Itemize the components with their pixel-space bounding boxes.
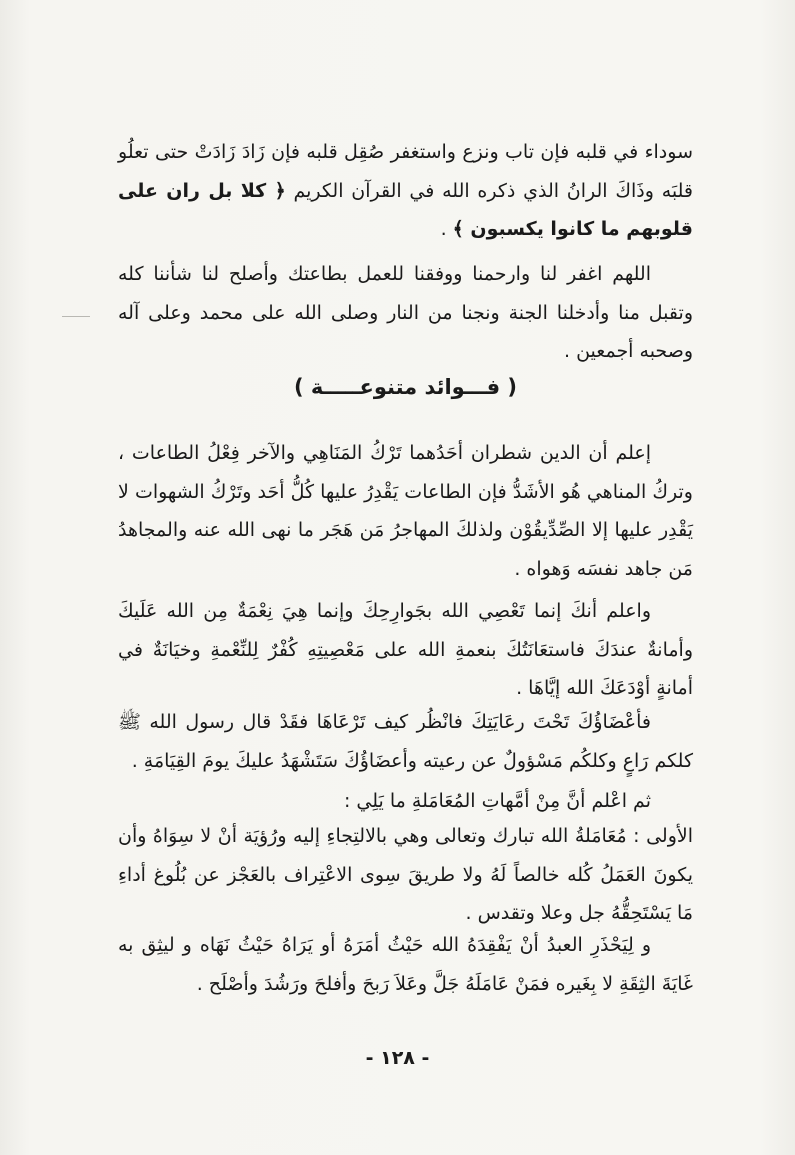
paragraph-2: اللهم اغفر لنا وارحمنا ووفقنا للعمل بطاعتك وأصلح لنا شأننا كله وتقبل منا وأدخلنا الجنة ونجنا من النار وصلى الله على محمد وعلى آله وصحبه أجمعين .: [118, 263, 693, 362]
paragraph-caution: [118, 926, 693, 1003]
paragraph-6: ثم اعْلم أنَّ مِنْ أمَّهاتِ المُعَامَلةِ ما يَلِي :: [343, 790, 651, 812]
paragraph-limbs: [118, 592, 693, 708]
quran-verse: ﴿ كلا بل ران على قلوبهم ما كانوا يكسبون ﴾: [118, 179, 693, 240]
section-heading: ( فـــوائد متنوعـــــة ): [293, 375, 518, 399]
paragraph-religion-halves: [118, 434, 693, 588]
page-number: - ١٢٨ -: [365, 1047, 430, 1069]
paragraph-1-end: .: [440, 218, 453, 240]
paragraph-1: [118, 133, 693, 249]
paragraph-7: الأولى : مُعَامَلةُ الله تبارك وتعالى وهي بالالتِجاءِ إليه ورُؤيَة أنْ لا سِوَاهُ وأن يكونَ العَمَلُ كُله خالصاً لَهُ ولا طريقَ سِوى الاعْتِراف بالعَجْز عن بُلُوغ أداءِ مَا يَسْتَحِقُّهُ جل وعلا وتقدس .: [118, 825, 693, 924]
paragraph-continuation: [118, 133, 693, 249]
paragraph-3: إعلم أن الدين شطران أحَدُهما تَرْكُ المَنَاهِي والآخر فِعْلُ الطاعات ، وتركُ المناهي هُو الأشَدُّ فإن الطاعات يَقْدِرُ عليها كُلُّ أحَد وتَرْكُ الشهوات لا يَقْدِر عليها إلا الصِّدِّيقُوْن ولذلكَ المهاجرُ مَن هَجَر ما نهى الله عنه والمجاهدُ مَن جاهد نفسَه وَهواه .: [118, 442, 693, 580]
paragraph-1-text: سوداء في قلبه فإن تاب ونزع واستغفر صُقِل قلبه فإن زَادَ زَادَتْ حتى تعلُو قلبَه وذَاكَ الرانُ الذي ذكره الله في القرآن الكريم: [118, 141, 693, 202]
paragraph-guardianship: [118, 703, 693, 780]
dua-paragraph: [118, 255, 693, 371]
paragraph-4: واعلم أنكَ إنما تَعْصِي الله بجَوارِحِكَ وإنما هِيَ نِعْمَةٌ مِن الله عَلَيكَ وأمانةٌ عندَكَ فاستعَانَتُكَ بنعمةِ الله على مَعْصِيتِهِ كُفْرٌ لِلنِّعْمةِ وخيَانَةٌ في أمانةٍ أوْدَعَكَ الله إيَّاهَا .: [118, 600, 693, 699]
paragraph-intro-list: [118, 782, 693, 821]
paragraph-first-point: [118, 817, 693, 933]
paragraph-8: و لِيَحْذَرِ العبدُ أنْ يَفْقِدَهُ الله حَيْثُ أمَرَهُ أو يَرَاهُ حَيْثُ نَهَاه و ليثِق به غَايَةَ الثِقَةِ لا بِغَيره فمَنْ عَامَلَهُ جَلَّ وعَلاَ رَبحَ وأفلحَ ورَشُدَ وأصْلَح .: [118, 934, 693, 995]
paragraph-5: فأعْضَاؤُكَ تَحْتَ رعَايَتِكَ فانْظُر كيف تَرْعَاهَا فقَدْ قال رسول الله ﷺ كلكم رَاعٍ وكلكُم مَسْؤولٌ عن رعيته وأعضَاؤُكَ سَتَشْهَدُ عليكَ يومَ القِيَامَةِ .: [118, 711, 693, 772]
margin-mark: [62, 316, 90, 317]
